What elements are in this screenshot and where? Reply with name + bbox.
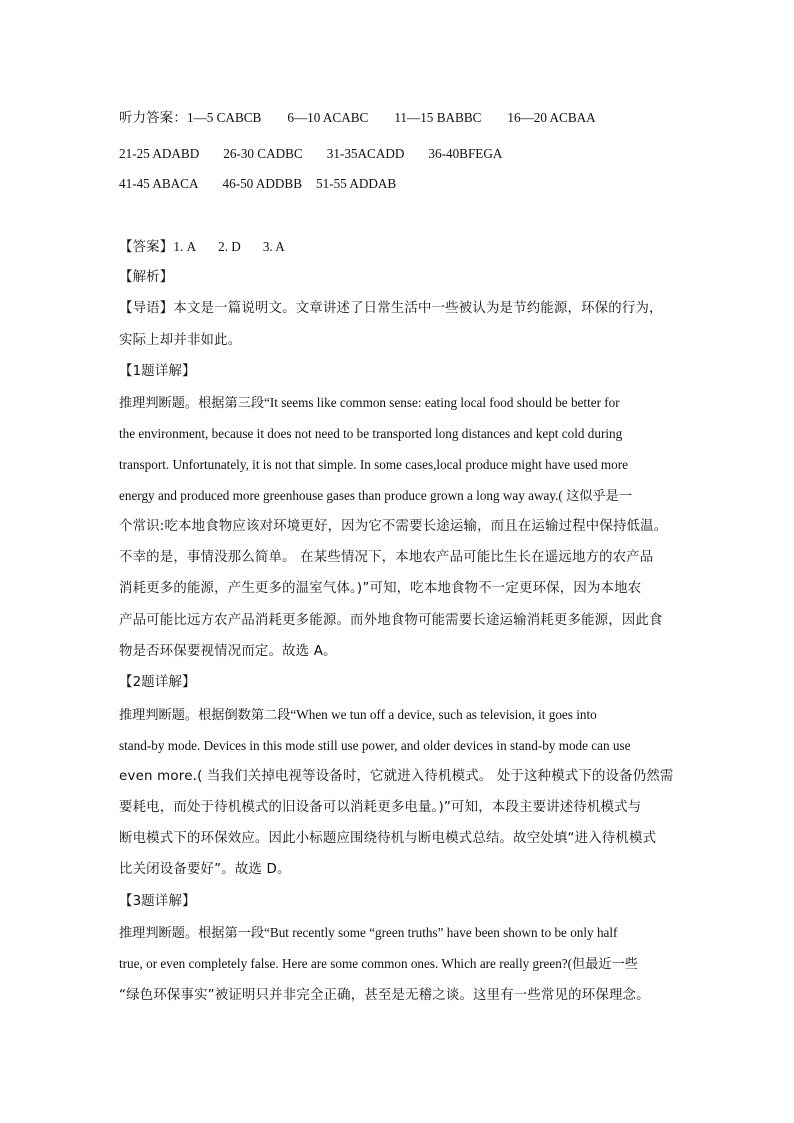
answer-group: 21-25 ADABD bbox=[119, 146, 200, 161]
body-line: energy and produced more greenhouse gases than produce grown a long way away.( 这似乎是一 bbox=[119, 488, 633, 503]
body-line: 要耗电，而处于待机模式的旧设备可以消耗更多电量。)”可知，本段主要讲述待机模式与 bbox=[119, 800, 642, 815]
body-line: 推理判断题。根据第三段“It seems like common sense: eating local food should be better for bbox=[119, 395, 620, 410]
body-line: transport. Unfortunately, it is not that simple. In some cases,local produce might have used more bbox=[119, 457, 628, 472]
body-line: even more.( 当我们关掉电视等设备时，它就进入待机模式。 处于这种模式下的设备仍然需 bbox=[119, 769, 674, 784]
answer-group: 1—5 CABCB bbox=[186, 110, 262, 125]
section-heading-q3: 【3题详解】 bbox=[119, 894, 196, 909]
answer-group: 6—10 ACABC bbox=[287, 110, 369, 125]
answer-group: 46-50 ADDBB bbox=[222, 176, 302, 191]
answer-group: 26-30 CADBC bbox=[223, 146, 303, 161]
answer-item: 3. A bbox=[262, 239, 285, 254]
answer-item: 2. D bbox=[218, 239, 241, 254]
body-line: 断电模式下的环保效应。因此小标题应围绕待机与断电模式总结。故空处填“进入待机模式 bbox=[119, 831, 657, 846]
intro-line: 【导语】本文是一篇说明文。文章讲述了日常生活中一些被认为是节约能源，环保的行为， bbox=[119, 301, 663, 316]
body-line: 不幸的是，事情没那么简单。 在某些情况下，本地农产品可能比生长在遥远地方的农产品 bbox=[119, 550, 654, 565]
body-line: 消耗更多的能源，产生更多的温室气体。)”可知，吃本地食物不一定更环保，因为本地农 bbox=[119, 581, 642, 596]
answer-group: 51-55 ADDAB bbox=[316, 176, 397, 191]
listening-answers-row-1 bbox=[119, 108, 596, 129]
answer-group: 31-35ACADD bbox=[326, 146, 405, 161]
body-line: stand-by mode. Devices in this mode still use power, and older devices in stand-by mode can use bbox=[119, 738, 631, 753]
answer-group: 41-45 ABACA bbox=[119, 176, 199, 191]
listening-label: 听力答案： bbox=[119, 111, 187, 126]
body-line: 比关闭设备要好”。故选 D。 bbox=[119, 862, 291, 877]
answer-group: 16—20 ACBAA bbox=[507, 110, 596, 125]
listening-answers-row-3 bbox=[119, 174, 396, 194]
section-heading-q2: 【2题详解】 bbox=[119, 675, 196, 690]
answers-line bbox=[119, 237, 285, 258]
body-line: 产品可能比远方农产品消耗更多能源。而外地食物可能需要长途运输消耗更多能源，因此食 bbox=[119, 613, 663, 628]
analysis-label: 【解析】 bbox=[119, 270, 174, 285]
listening-answers-row-2 bbox=[119, 144, 502, 164]
body-line: 物是否环保要视情况而定。故选 A。 bbox=[119, 644, 337, 659]
answer-item: 1. A bbox=[173, 239, 197, 254]
answers-label: 【答案】 bbox=[119, 240, 174, 255]
intro-line: 实际上却并非如此。 bbox=[119, 333, 242, 348]
body-line: 推理判断题。根据倒数第二段“When we tun off a device, such as television, it goes into bbox=[119, 707, 597, 722]
answer-group: 11—15 BABBC bbox=[394, 110, 482, 125]
body-line: the environment, because it does not need to be transported long distances and kept cold during bbox=[119, 426, 623, 441]
section-heading-q1: 【1题详解】 bbox=[119, 364, 196, 379]
body-line: true, or even completely false. Here are some common ones. Which are really green?(但最近一些 bbox=[119, 956, 638, 971]
answer-group: 36-40BFEGA bbox=[428, 146, 503, 161]
body-line: 个常识:吃本地食物应该对环境更好，因为它不需要长途运输，而且在运输过程中保持低温。 bbox=[119, 519, 668, 534]
body-line: 推理判断题。根据第一段“But recently some “green truths” have been shown to be only half bbox=[119, 925, 618, 940]
body-line: “绿色环保事实”被证明只并非完全正确，甚至是无稽之谈。这里有一些常见的环保理念。 bbox=[119, 988, 650, 1003]
